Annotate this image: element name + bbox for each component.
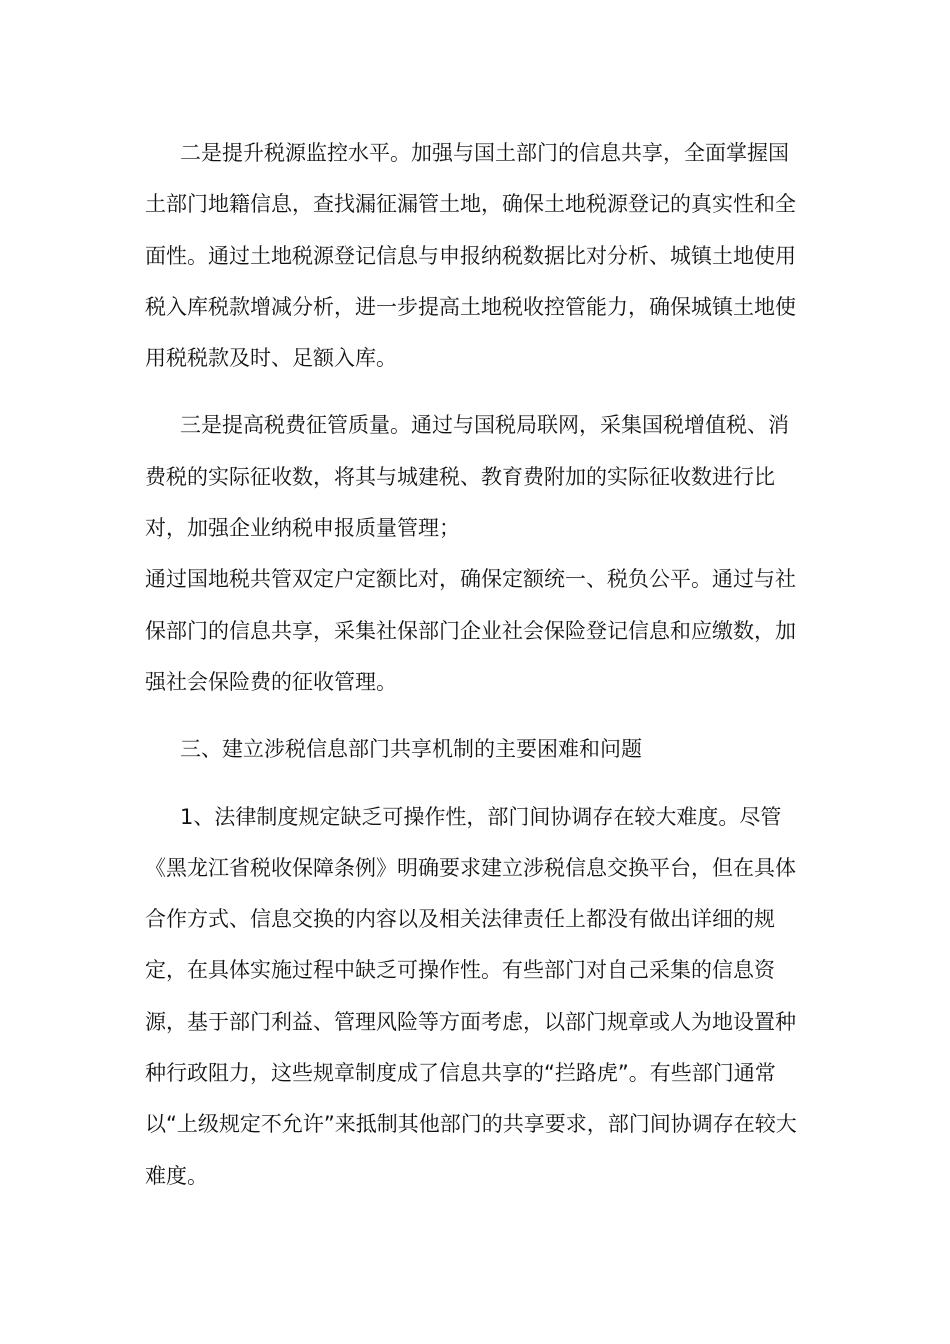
section-heading-difficulties: 三、建立涉税信息部门共享机制的主要困难和问题 <box>180 737 642 762</box>
paragraph-tax-source-monitoring: 二是提升税源监控水平。加强与国土部门的信息共享，全面掌握国土部门地籍信息，查找漏征漏管土地，确保土地税源登记的真实性和全面性。通过土地税源登记信息与申报纳税数据比对分析、城镇土地使用税入库税款增减分析，进一步提高土地税收控管能力，确保城镇土地使用税税款及时、足额入库。 <box>145 141 796 371</box>
paragraph-legal-system-issues: 1、法律制度规定缺乏可操作性，部门间协调存在较大难度。尽管《黑龙江省税收保障条例》明确要求建立涉税信息交换平台，但在具体合作方式、信息交换的内容以及相关法律责任上都没有做出详细的规定，在具体实施过程中缺乏可操作性。有些部门对自己采集的信息资源，基于部门利益、管理风险等方面考虑，以部门规章或人为地设置种种行政阻力，这些规章制度成了信息共享的“拦路虎”。有些部门通常以“上级规定不允许”来抵制其他部门的共享要求，部门间协调存在较大难度。 <box>145 804 797 1188</box>
paragraph-tax-collection-continued: 通过国地税共管双定户定额比对，确保定额统一、税负公平。通过与社保部门的信息共享，采集社保部门企业社会保险登记信息和应缴数，加强社会保险费的征收管理。 <box>145 567 796 694</box>
document-body <box>145 128 805 1202</box>
paragraph-tax-collection-quality: 三是提高税费征管质量。通过与国税局联网，采集国税增值税、消费税的实际征收数，将其与城建税、教育费附加的实际征收数进行比对，加强企业纳税申报质量管理； <box>145 413 789 541</box>
